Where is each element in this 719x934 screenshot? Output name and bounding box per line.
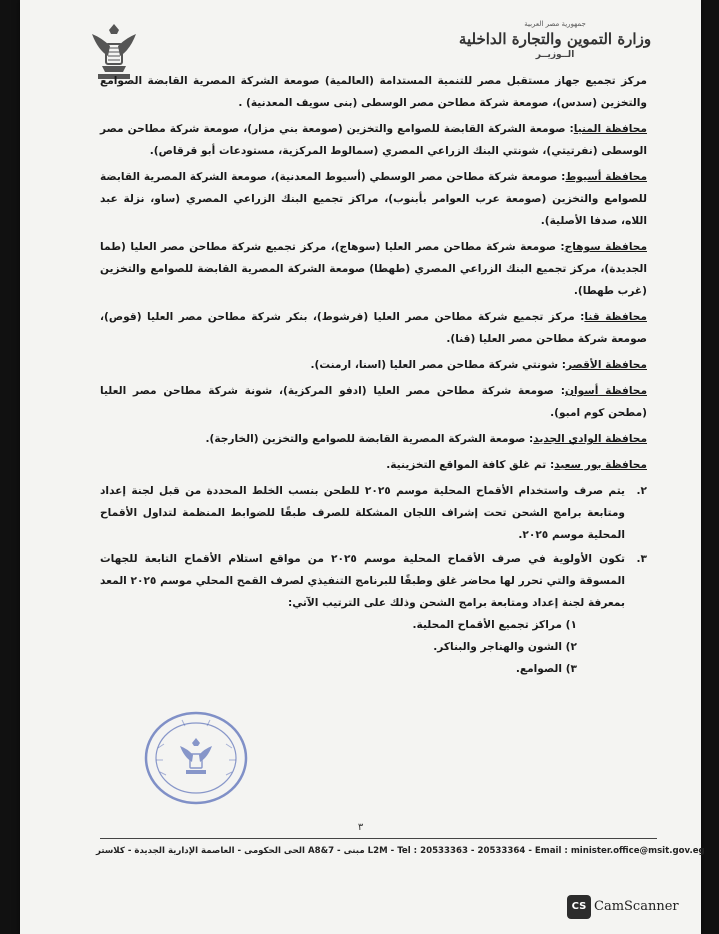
- governorate-sites: صومعة الشركة المصرية القابضة للصوامع والتخزين (الخارجة).: [205, 433, 526, 445]
- camscanner-watermark: CamScanner: [594, 899, 679, 914]
- entry-assiut: محافظة أسيوط: صومعة شركة مطاحن مصر الوسطي (أسيوط المعدنية)، صومعة الشركة المصرية القابضة للصوامع والتخزين (صومعة عرب العوامر بأبنوب)، مراكز تجميع البنك الزراعي المصري (ساو، نزلة عبد اللاه، صدفا الأصلية).: [100, 171, 648, 227]
- entry-port-said: محافظة بور سعيد: تم غلق كافة المواقع التخزينية.: [386, 459, 647, 471]
- footer-contact: الحى الحكومى - العاصمة الإدارية الجديدة - كلاستر A8&7 - مبنى L2M - Tel : 20533363 - 20533364 - Email : minister.office@msit.gov.eg: [96, 846, 705, 856]
- governorate-sites: صومعة شركة مطاحن مصر العليا (ادفو المركزية)، شونة شركة مطاحن مصر العليا (مطحن كوم امبو).: [100, 385, 647, 419]
- point-number: ٣.: [636, 553, 647, 565]
- point-text: تكون الأولوية في صرف الأقماح المحلية موسم ٢٠٢٥ من مواقع استلام الأقماح التابعة للجهات المسوقة والتي تحرر لها محاضر غلق وطبقًا للبرنامج التنفيذي لصرف القمح المحلي موسم ٢٠٢٥ المعد بمعرفة لجنة إعداد ومتابعة برامج الشحن وذلك على الترتيب الآتي:: [100, 553, 626, 609]
- governorate-sites: تم غلق كافة المواقع التخزينية.: [386, 459, 547, 471]
- governorate-name: محافظة المنيا: [573, 123, 647, 135]
- point-text: يتم صرف واستخدام الأقماح المحلية موسم ٢٠٢٥ للطحن بنسب الخلط المحددة من قبل لجنة إعداد ومتابعة برامج الشحن تحت إشراف اللجان المشكلة للصرف طبقًا للضوابط المنظمة لتداول الأقماح المحلية موسم ٢٠٢٥.: [100, 485, 626, 541]
- official-stamp-icon: [142, 708, 250, 808]
- governorate-name: محافظة الأقصر: [565, 359, 647, 371]
- entry-luxor: محافظة الأقصر: شونتي شركة مطاحن مصر العليا (اسنا، ارمنت).: [310, 359, 647, 371]
- minister-title: الــوزيــر: [535, 50, 575, 60]
- list-item: ٣) الصوامع.: [515, 663, 577, 675]
- governorate-sites: صومعة شركة مطاحن مصر الوسطي (أسيوط المعدنية)، صومعة الشركة المصرية القابضة للصوامع والتخزين (صومعة عرب العوامر بأبنوب)، مراكز تجميع البنك الزراعي المصري (ساو، نزلة عبد اللاه، صدفا الأصلية).: [100, 171, 647, 227]
- entry-new-valley: محافظة الوادي الجديد: صومعة الشركة المصرية القابضة للصوامع والتخزين (الخارجة).: [205, 433, 647, 445]
- entry-qena: محافظة قنا: مركز تجميع شركة مطاحن مصر العليا (فرشوط)، بنكر شركة مطاحن مصر العليا (قوص)، صومعة شركة مطاحن مصر العليا (قنا).: [100, 311, 647, 345]
- governorate-name: محافظة الوادي الجديد: [533, 433, 647, 445]
- country-name: جمهورية مصر العربية: [524, 20, 586, 28]
- intro-paragraph: مركز تجميع جهاز مستقبل مصر للتنمية المستدامة (العالمية) صومعة الشركة المصرية القابضة الصوامع والتخزين (سدس)، صومعة شركة مطاحن مصر الوسطى (بنى سويف المعدنية) .: [100, 75, 647, 109]
- governorate-sites: صومعة الشركة القابضة للصوامع والتخزين (صومعة بني مزار)، صومعة شركة مطاحن مصر الوسطى (نفرتيتي)، شونتي البنك الزراعي المصري (سمالوط المركزية، مستودعات أبو قرقاص).: [100, 123, 647, 157]
- document-page: [20, 0, 705, 934]
- entry-minya: محافظة المنيا: صومعة الشركة القابضة للصوامع والتخزين (صومعة بني مزار)، صومعة شركة مطاحن مصر الوسطى (نفرتيتي)، شونتي البنك الزراعي المصري (سمالوط المركزية، مستودعات أبو قرقاص).: [100, 123, 647, 157]
- camscanner-logo-icon: CS: [567, 895, 591, 919]
- point-3: [100, 548, 647, 614]
- governorate-name: محافظة سوهاج: [564, 241, 647, 253]
- letter-body: [100, 70, 647, 680]
- governorate-name: محافظة بور سعيد: [554, 459, 647, 471]
- point-number: ٢.: [636, 485, 647, 497]
- point-2: [100, 480, 647, 546]
- governorate-name: محافظة أسيوط: [565, 171, 648, 183]
- governorate-name: محافظة قنا: [584, 311, 647, 323]
- list-item: ١) مراكز تجميع الأقماح المحلية.: [412, 619, 577, 631]
- ministry-name: وزارة التموين والتجارة الداخلية: [458, 30, 652, 48]
- ministry-header: [455, 20, 655, 60]
- page-number: ٣: [357, 822, 364, 833]
- governorate-sites: شونتي شركة مطاحن مصر العليا (اسنا، ارمنت).: [310, 359, 559, 371]
- entry-aswan: محافظة أسوان: صومعة شركة مطاحن مصر العليا (ادفو المركزية)، شونة شركة مطاحن مصر العليا (مطحن كوم امبو).: [100, 385, 647, 419]
- governorate-sites: صومعة شركة مطاحن مصر العليا (سوهاج)، مركز تجميع شركة مطاحن مصر العليا (طما الجديدة)، مركز تجميع البنك الزراعي المصري (طهطا) صومعة الشركة المصرية القابضة للصوامع والتخزين (غرب طهطا).: [100, 241, 647, 297]
- entry-sohag: محافظة سوهاج: صومعة شركة مطاحن مصر العليا (سوهاج)، مركز تجميع شركة مطاحن مصر العليا (طما الجديدة)، مركز تجميع البنك الزراعي المصري (طهطا) صومعة الشركة المصرية القابضة للصوامع والتخزين (غرب طهطا).: [100, 241, 647, 297]
- governorate-name: محافظة أسوان: [564, 385, 647, 397]
- priority-list: [100, 614, 647, 680]
- list-item: ٢) الشون والهناجر والبناكر.: [433, 641, 577, 653]
- governorate-sites: مركز تجميع شركة مطاحن مصر العليا (فرشوط)، بنكر شركة مطاحن مصر العليا (قوص)، صومعة شركة مطاحن مصر العليا (قنا).: [100, 311, 647, 345]
- footer-divider: [100, 838, 657, 839]
